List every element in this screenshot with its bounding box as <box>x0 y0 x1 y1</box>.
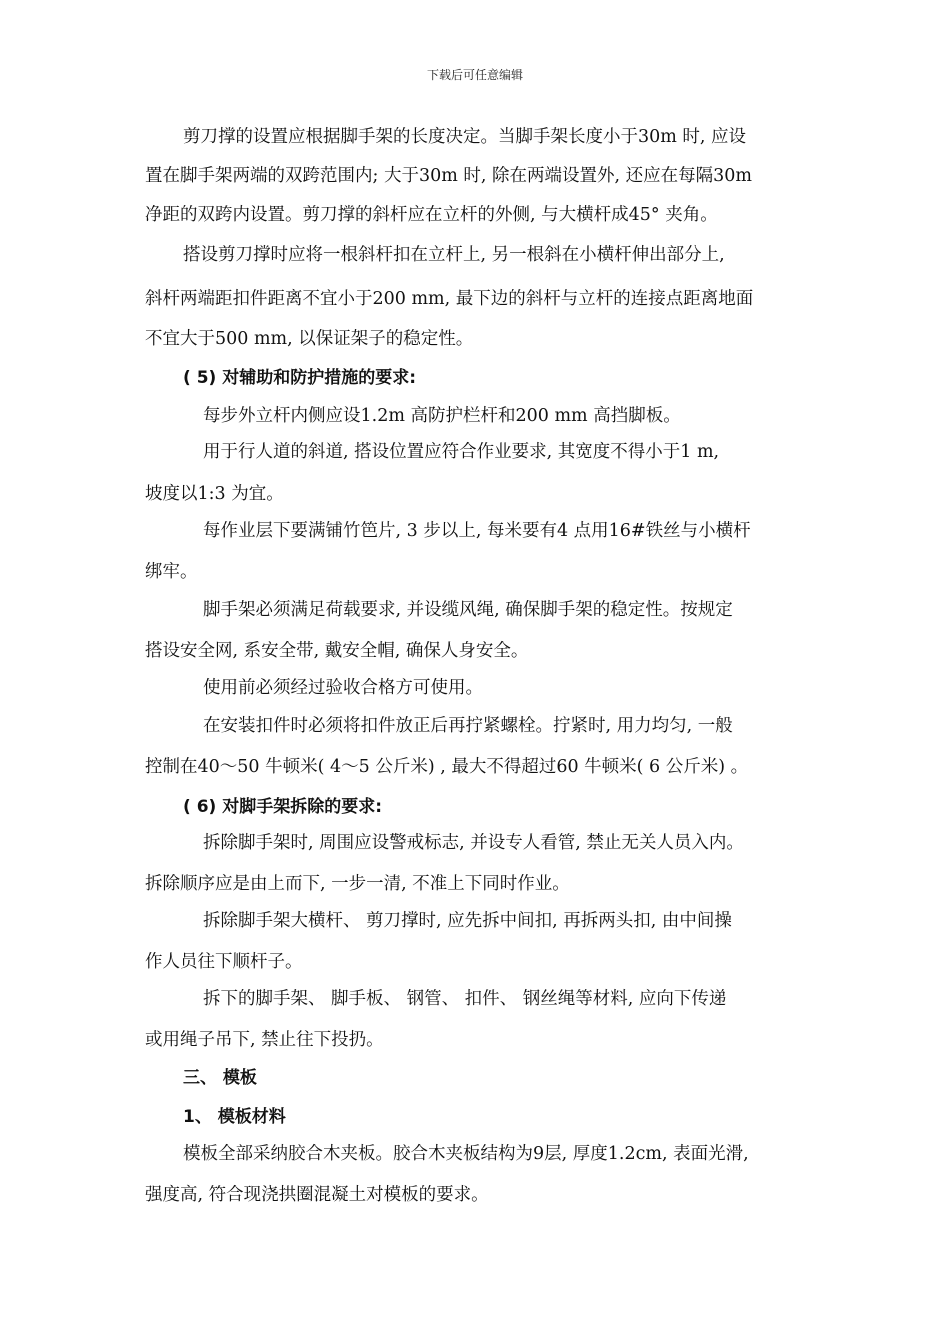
paragraph-line: 绑牢。 <box>145 562 198 582</box>
paragraph-line: 控制在40～50 牛顿米( 4～5 公斤米) , 最大不得超过60 牛顿米( 6 公斤米) 。 <box>145 757 749 777</box>
paragraph-line: 脚手架必须满足荷载要求, 并设缆风绳, 确保脚手架的稳定性。按规定 <box>203 600 733 620</box>
section-heading: 三、 模板 <box>183 1068 257 1088</box>
paragraph-line: 不宜大于500 mm, 以保证架子的稳定性。 <box>145 329 474 349</box>
paragraph-line: 强度高, 符合现浇拱圈混凝土对模板的要求。 <box>145 1185 489 1205</box>
paragraph-line: 搭设安全网, 系安全带, 戴安全帽, 确保人身安全。 <box>145 641 529 661</box>
paragraph-line: 拆除顺序应是由上而下, 一步一清, 不准上下同时作业。 <box>145 874 570 894</box>
paragraph-line: 使用前必须经过验收合格方可使用。 <box>203 678 483 698</box>
paragraph-line: 拆除脚手架大横杆、 剪刀撑时, 应先拆中间扣, 再拆两头扣, 由中间操 <box>203 911 732 931</box>
subsection-heading: 1、 模板材料 <box>183 1107 286 1127</box>
paragraph-line: 搭设剪刀撑时应将一根斜杆扣在立杆上, 另一根斜在小横杆伸出部分上, <box>183 245 725 265</box>
paragraph-line: 坡度以1:3 为宜。 <box>145 484 284 504</box>
section-heading: ( 6) 对脚手架拆除的要求: <box>183 797 383 817</box>
paragraph-line: 每作业层下要满铺竹笆片, 3 步以上, 每米要有4 点用16#铁丝与小横杆 <box>203 521 751 541</box>
paragraph-line: 用于行人道的斜道, 搭设位置应符合作业要求, 其宽度不得小于1 m, <box>203 442 720 462</box>
paragraph-line: 每步外立杆内侧应设1.2m 高防护栏杆和200 mm 高挡脚板。 <box>203 406 681 426</box>
paragraph-line: 模板全部采纳胶合木夹板。胶合木夹板结构为9层, 厚度1.2cm, 表面光滑, <box>183 1144 749 1164</box>
paragraph-line: 斜杆两端距扣件距离不宜小于200 mm, 最下边的斜杆与立杆的连接点距离地面 <box>145 289 754 309</box>
paragraph-line: 置在脚手架两端的双跨范围内; 大于30m 时, 除在两端设置外, 还应在每隔30m <box>145 166 752 186</box>
paragraph-line: 净距的双跨内设置。剪刀撑的斜杆应在立杆的外侧, 与大横杆成45° 夹角。 <box>145 205 718 225</box>
paragraph-line: 作人员往下顺杆子。 <box>145 952 303 972</box>
paragraph-line: 或用绳子吊下, 禁止往下投扔。 <box>145 1030 384 1050</box>
section-heading: ( 5) 对辅助和防护措施的要求: <box>183 368 417 388</box>
page-header: 下载后可任意编辑 <box>426 68 523 82</box>
paragraph-line: 拆下的脚手架、 脚手板、 钢管、 扣件、 钢丝绳等材料, 应向下传递 <box>203 989 727 1009</box>
paragraph-line: 在安装扣件时必须将扣件放正后再拧紧螺栓。拧紧时, 用力均匀, 一般 <box>203 716 733 736</box>
paragraph-line: 拆除脚手架时, 周围应设警戒标志, 并设专人看管, 禁止无关人员入内。 <box>203 833 744 853</box>
paragraph-line: 剪刀撑的设置应根据脚手架的长度决定。当脚手架长度小于30m 时, 应设 <box>183 127 747 147</box>
